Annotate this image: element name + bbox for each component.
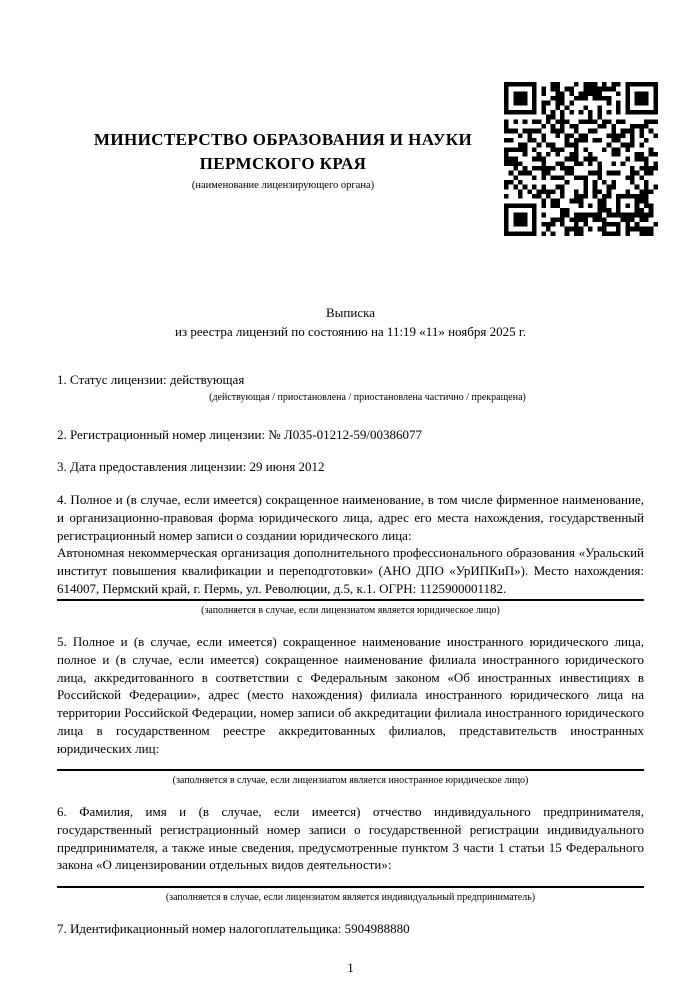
item-foreign-entity-text: 5. Полное и (в случае, если имеется) сокращенное наименование иностранного юридического лица, полное и (в случае, если имеется) сокращенное наименование филиала иностранного юридического лица, аккредитованного в соответствии с Федеральным законом «Об иностранных инвестициях в Российской Федерации», адрес (место нахождения) филиала иностранного юридического лица на территории Российской Федерации, номер записи об аккредитации филиала иностранного юридического лица в государственном реестре аккредитованных филиалов, представительств иностранных юридических лиц: [57,634,644,756]
item-taxpayer-number-label: 7. Идентификационный номер налогоплательщика: [57,921,345,937]
item-license-status-label: 1. Статус лицензии: [57,372,170,387]
item-grant-date [57,458,644,476]
item-license-status [57,371,644,389]
ministry-name-line1: МИНИСТЕРСТВО ОБРАЗОВАНИЯ И НАУКИ [93,130,473,149]
fill-line-legal-entity [57,599,644,601]
document-title-line1: Выписка [326,305,375,320]
ministry-name-line2: ПЕРМСКОГО КРАЯ [199,154,367,173]
ministry-name [57,128,509,176]
fill-line-foreign-entity [57,769,644,771]
qr-code-svg [504,82,658,236]
item-legal-entity-caption: (заполняется в случае, если лицензиатом является юридическое лицо) [201,605,500,617]
fill-line-individual-entrepreneur [57,886,644,888]
item-registration-number-label: 2. Регистрационный номер лицензии: [57,426,269,442]
item-taxpayer-number-value: 5904988880 [344,921,410,937]
item-foreign-entity-caption: (заполняется в случае, если лицензиатом является иностранное юридическое лицо) [172,775,529,787]
item-individual-entrepreneur-caption: (заполняется в случае, если лицензиатом является индивидуальный предприниматель) [165,892,536,904]
item-registration-number [57,426,644,444]
item-license-status-value: действующая [169,372,245,387]
item-legal-entity-value: Автономная некоммерческая организация дополнительного профессионального образования «Уральский институт повышения квалификации и переподготовки» (АНО ДПО «УрИПКиП»). Место нахождения: 614007, Пермский край, г. Пермь, ул. Революции, д.5, к.1. ОГРН: 1125900001182. [57,545,644,596]
item-grant-date-label: 3. Дата предоставления лицензии: [57,459,250,475]
item-individual-entrepreneur-text: 6. Фамилия, имя и (в случае, если имеется) отчество индивидуального предпринимателя, государственный регистрационный номер записи о государственной регистрации индивидуального предпринимателя, а также иные сведения, предусмотренные пунктом 3 части 1 статьи 15 Федерального закона «О лицензировании отдельных видов деятельности»: [57,804,644,873]
item-grant-date-value: 29 июня 2012 [249,459,325,475]
page-number: 1 [347,959,354,975]
document-body [57,371,644,938]
document-header [57,0,644,240]
item-taxpayer-number [57,920,644,938]
qr-code-icon [504,82,658,236]
item-legal-entity-text: 4. Полное и (в случае, если имеется) сокращенное наименование, в том числе фирменное наименование, и организационно-правовая форма юридического лица, адрес его места нахождения, государственный регистрационный номер записи о создании юридического лица: [57,492,644,543]
item-legal-entity-block [57,491,644,617]
item-individual-entrepreneur-block [57,803,644,904]
document-title-line2: из реестра лицензий по состоянию на 11:19 «11» ноября 2025 г. [175,323,526,339]
item-registration-number-value: № Л035-01212-59/00386077 [268,426,423,442]
ministry-caption: (наименование лицензирующего органа) [191,180,375,191]
item-foreign-entity-block [57,633,644,787]
document-title [57,304,644,341]
item-license-status-caption: (действующая / приостановлена / приостановлена частично / прекращена) [209,391,526,403]
licensing-authority-block [57,128,509,192]
